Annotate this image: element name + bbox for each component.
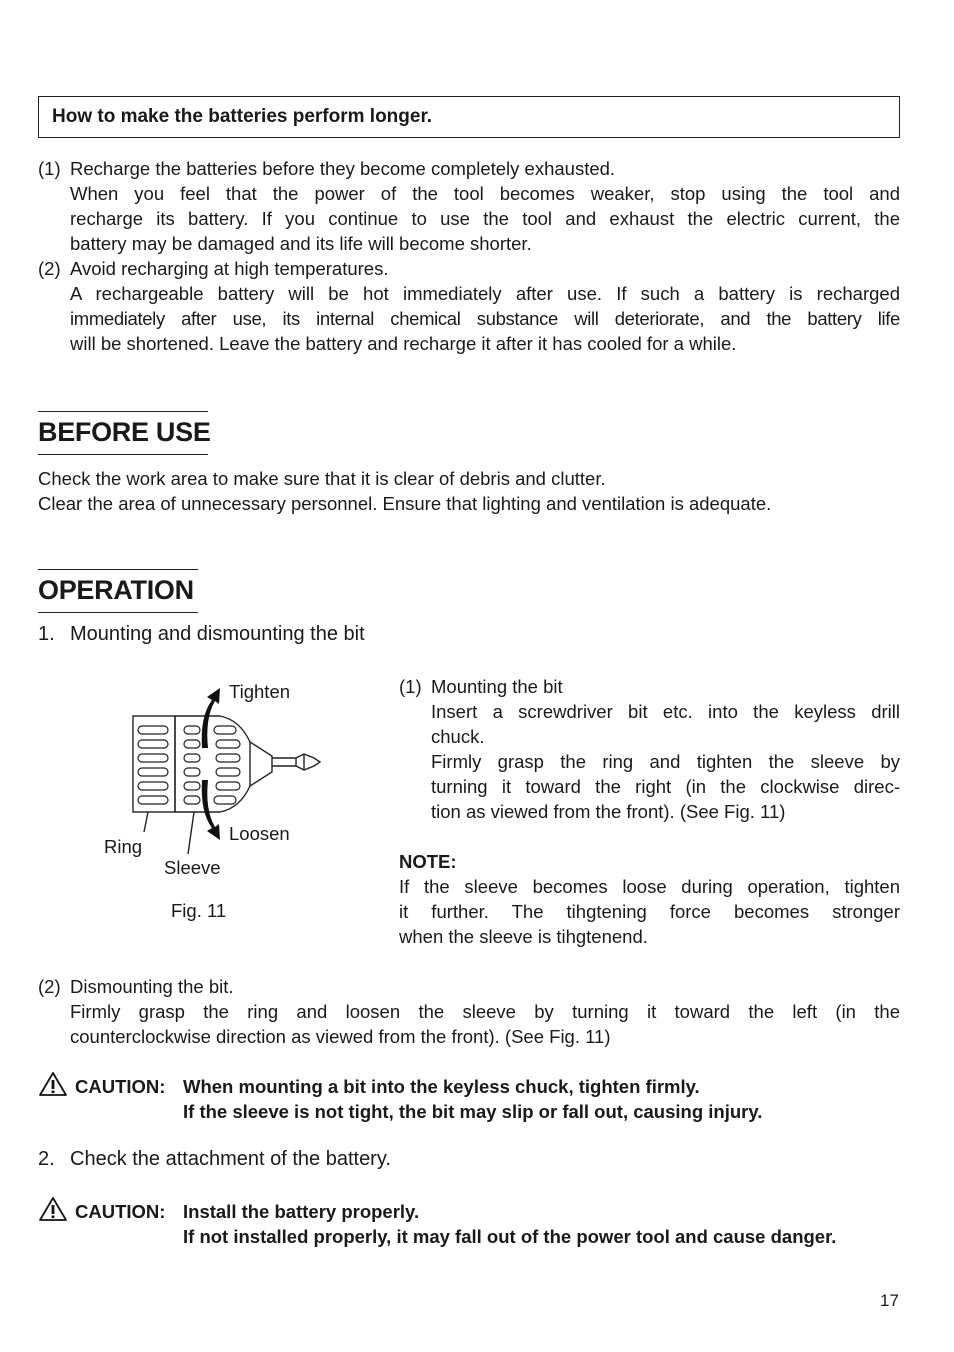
caution-2-label: CAUTION: bbox=[75, 1201, 166, 1222]
tip-2-number: (2) bbox=[38, 258, 61, 279]
figure-caption: Fig. 11 bbox=[171, 900, 227, 921]
mounting-line: tion as viewed from the front). (See Fig. 11) bbox=[431, 801, 786, 822]
chuck-sleeve-shape bbox=[175, 716, 250, 812]
before-use-rule-top bbox=[38, 411, 208, 412]
note-label: NOTE: bbox=[399, 851, 457, 872]
mounting-line: chuck. bbox=[431, 726, 485, 747]
note-line: when the sleeve is tihgtenend. bbox=[399, 926, 648, 947]
tip-1-number: (1) bbox=[38, 158, 61, 179]
caution-1-label: CAUTION: bbox=[75, 1076, 166, 1097]
figure-label-sleeve: Sleeve bbox=[164, 857, 221, 878]
figure-label-tighten: Tighten bbox=[229, 681, 291, 702]
mounting-line: turning it toward the right (in the clockwise direc- bbox=[431, 776, 900, 797]
tip-1-line: recharge its battery. If you continue to use the tool and exhaust the electric current, the bbox=[70, 208, 900, 229]
before-use-heading: BEFORE USE bbox=[38, 417, 211, 447]
operation-heading: OPERATION bbox=[38, 575, 194, 605]
sleeve-leader-line bbox=[188, 812, 194, 854]
dismounting-title: Dismounting the bit. bbox=[70, 976, 234, 997]
tip-1-line: battery may be damaged and its life will become shorter. bbox=[70, 233, 532, 254]
dismounting-line: counterclockwise direction as viewed from the front). (See Fig. 11) bbox=[70, 1026, 611, 1047]
before-use-line: Clear the area of unnecessary personnel. Ensure that lighting and ventilation is adequate. bbox=[38, 493, 772, 514]
tighten-arrow-icon bbox=[202, 688, 220, 748]
caution-2-line: Install the battery properly. bbox=[183, 1201, 420, 1222]
warning-triangle-icon bbox=[38, 1196, 68, 1222]
step-1-title: Mounting and dismounting the bit bbox=[70, 623, 365, 645]
dismounting-line: Firmly grasp the ring and loosen the sleeve by turning it toward the left (in the bbox=[70, 1001, 900, 1022]
step-2-title: Check the attachment of the battery. bbox=[70, 1148, 391, 1170]
note-line: it further. The tihgtening force becomes stronger bbox=[399, 901, 900, 922]
before-use-line: Check the work area to make sure that it is clear of debris and clutter. bbox=[38, 468, 606, 489]
tip-2-line: will be shortened. Leave the battery and recharge it after it has cooled for a while. bbox=[70, 333, 737, 354]
tip-2-line: A rechargeable battery will be hot immediately after use. If such a battery is recharged bbox=[70, 283, 900, 304]
mounting-line: Insert a screwdriver bit etc. into the keyless drill bbox=[431, 701, 900, 722]
operation-rule-bottom bbox=[38, 612, 198, 613]
caution-1-line: If the sleeve is not tight, the bit may slip or fall out, causing injury. bbox=[183, 1101, 763, 1122]
tip-1-line: When you feel that the power of the tool becomes weaker, stop using the tool and bbox=[70, 183, 900, 204]
operation-rule-top bbox=[38, 569, 198, 570]
page-number: 17 bbox=[880, 1291, 899, 1310]
mounting-number: (1) bbox=[399, 676, 422, 697]
before-use-rule-bottom bbox=[38, 454, 208, 455]
caution-2-line: If not installed properly, it may fall out of the power tool and cause danger. bbox=[183, 1226, 837, 1247]
caution-1-line: When mounting a bit into the keyless chuck, tighten firmly. bbox=[183, 1076, 700, 1097]
dismounting-number: (2) bbox=[38, 976, 61, 997]
tip-2-title: Avoid recharging at high temperatures. bbox=[70, 258, 389, 279]
mounting-title: Mounting the bit bbox=[431, 676, 563, 697]
figure-label-loosen: Loosen bbox=[229, 823, 290, 844]
tip-box-title: How to make the batteries perform longer. bbox=[52, 106, 433, 127]
step-1-number: 1. bbox=[38, 623, 55, 645]
warning-triangle-icon bbox=[38, 1071, 68, 1097]
step-2-number: 2. bbox=[38, 1148, 55, 1170]
tip-box bbox=[38, 96, 900, 138]
note-line: If the sleeve becomes loose during operation, tighten bbox=[399, 876, 900, 897]
figure-label-ring: Ring bbox=[104, 836, 143, 857]
ring-leader-line bbox=[144, 812, 148, 832]
tip-2-line: immediately after use, its internal chemical substance will deteriorate, and the battery life bbox=[70, 308, 900, 329]
tip-1-title: Recharge the batteries before they become completely exhausted. bbox=[70, 158, 616, 179]
mounting-line: Firmly grasp the ring and tighten the sleeve by bbox=[431, 751, 900, 772]
